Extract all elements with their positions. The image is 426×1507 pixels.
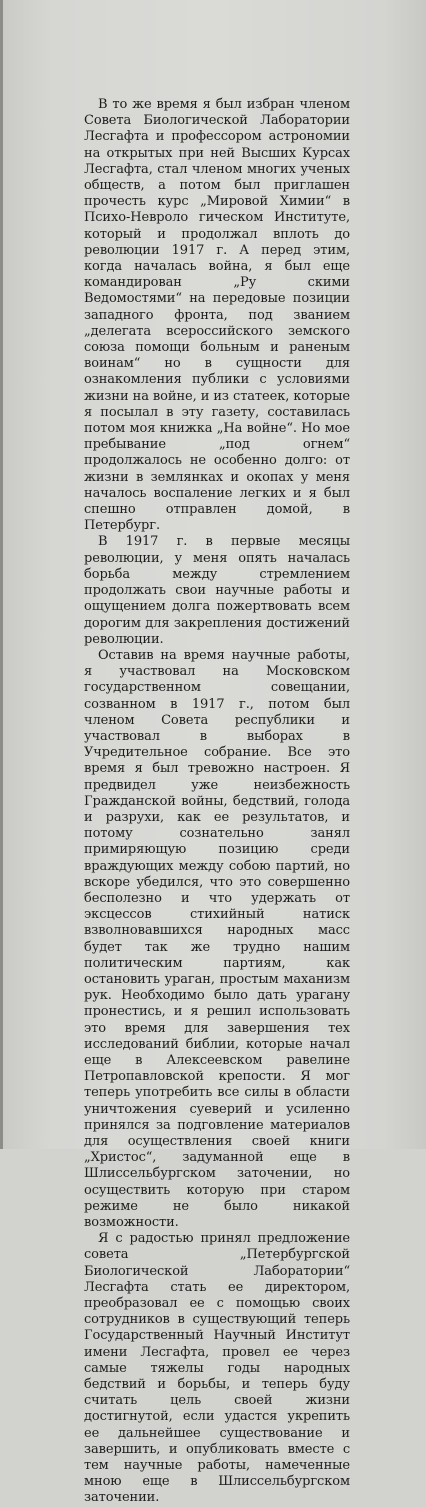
document-body	[84, 97, 350, 1507]
paragraph-4: Я с радостью принял предложение совета „Петербургской Биологической Лаборатории“ Лесгафта стать ее директором, преобразовал ее с помощью своих сотрудников в существующий теперь Государственный Научный Институт имени Лесгафта, провел ее через самые тяжелы годы народных бедствий и борьбы, и теперь буду считать цель своей жизни достигнутой, если удастся укрепить ее дальнейшее существование и завершить, и опубликовать вместе с тем научные работы, намеченные мною еще в Шлиссельбургском заточении.	[84, 1231, 350, 1506]
page-edge-shadow	[0, 0, 3, 1149]
paragraph-2: В 1917 г. в первые месяцы революции, у меня опять началась борьба между стремлением продолжать свои научные работы и ощущением долга пожертвовать всем дорогим для закрепления достижений революции.	[84, 534, 350, 647]
paragraph-3: Оставив на время научные работы, я участвовал на Московском государственном совещании, созванном в 1917 г., потом был членом Совета республики и участвовал в выборах в Учредительное собрание. Все это время я был тревожно настроен. Я предвидел уже неизбежность Гражданской войны, бедствий, голода и разрухи, как ее результатов, и потому сознательно занял примиряющую позицию среди враждующих между собою партий, но вскоре убедился, что это совершенно бесполезно и что удержать от эксцессов стихийный натиск взволновавшихся народных масс будет так же трудно нашим политическим партиям, как остановить ураган, простым маханизм рук. Необходимо было дать урагану пронестись, и я решил использовать это время для завершения тех исследований библии, которые начал еще в Алексеевском равелине Петропавловской крепости. Я мог теперь употребить все силы в области уничтожения суеверий и усиленно принялся за подговление материалов для осуществления своей книги „Христос“, задуманной еще в Шлиссельбургском заточении, но осуществить которую при старом режиме не было никакой возможности.	[84, 647, 350, 1231]
paragraph-1: В то же время я был избран членом Совета Биологической Лаборатории Лесгафта и профессором астрономии на открытых при ней Высших Курсах Лесгафта, стал членом многих ученых обществ, а потом был приглашен прочесть курс „Мировой Химии“ в Психо-Невроло гическом Институте, который и продолжал вплоть до революции 1917 г. А перед этим, когда началась война, я был еще командирован „Ру скими Ведомостями“ на передовые позиции западного фронта, под званием „делегата всероссийского земского союза помощи больным и раненым воинам“ но в сущности для ознакомления публики с условиями жизни на войне, и из статеек, которые я посылал в эту газету, составилась потом моя книжка „На войне“. Но мое пребывание „под огнем“ продолжалось не особенно долго: от жизни в землянках и окопах у меня началось воспаление легких и я был спешно отправлен домой, в Петербург.	[84, 97, 350, 534]
